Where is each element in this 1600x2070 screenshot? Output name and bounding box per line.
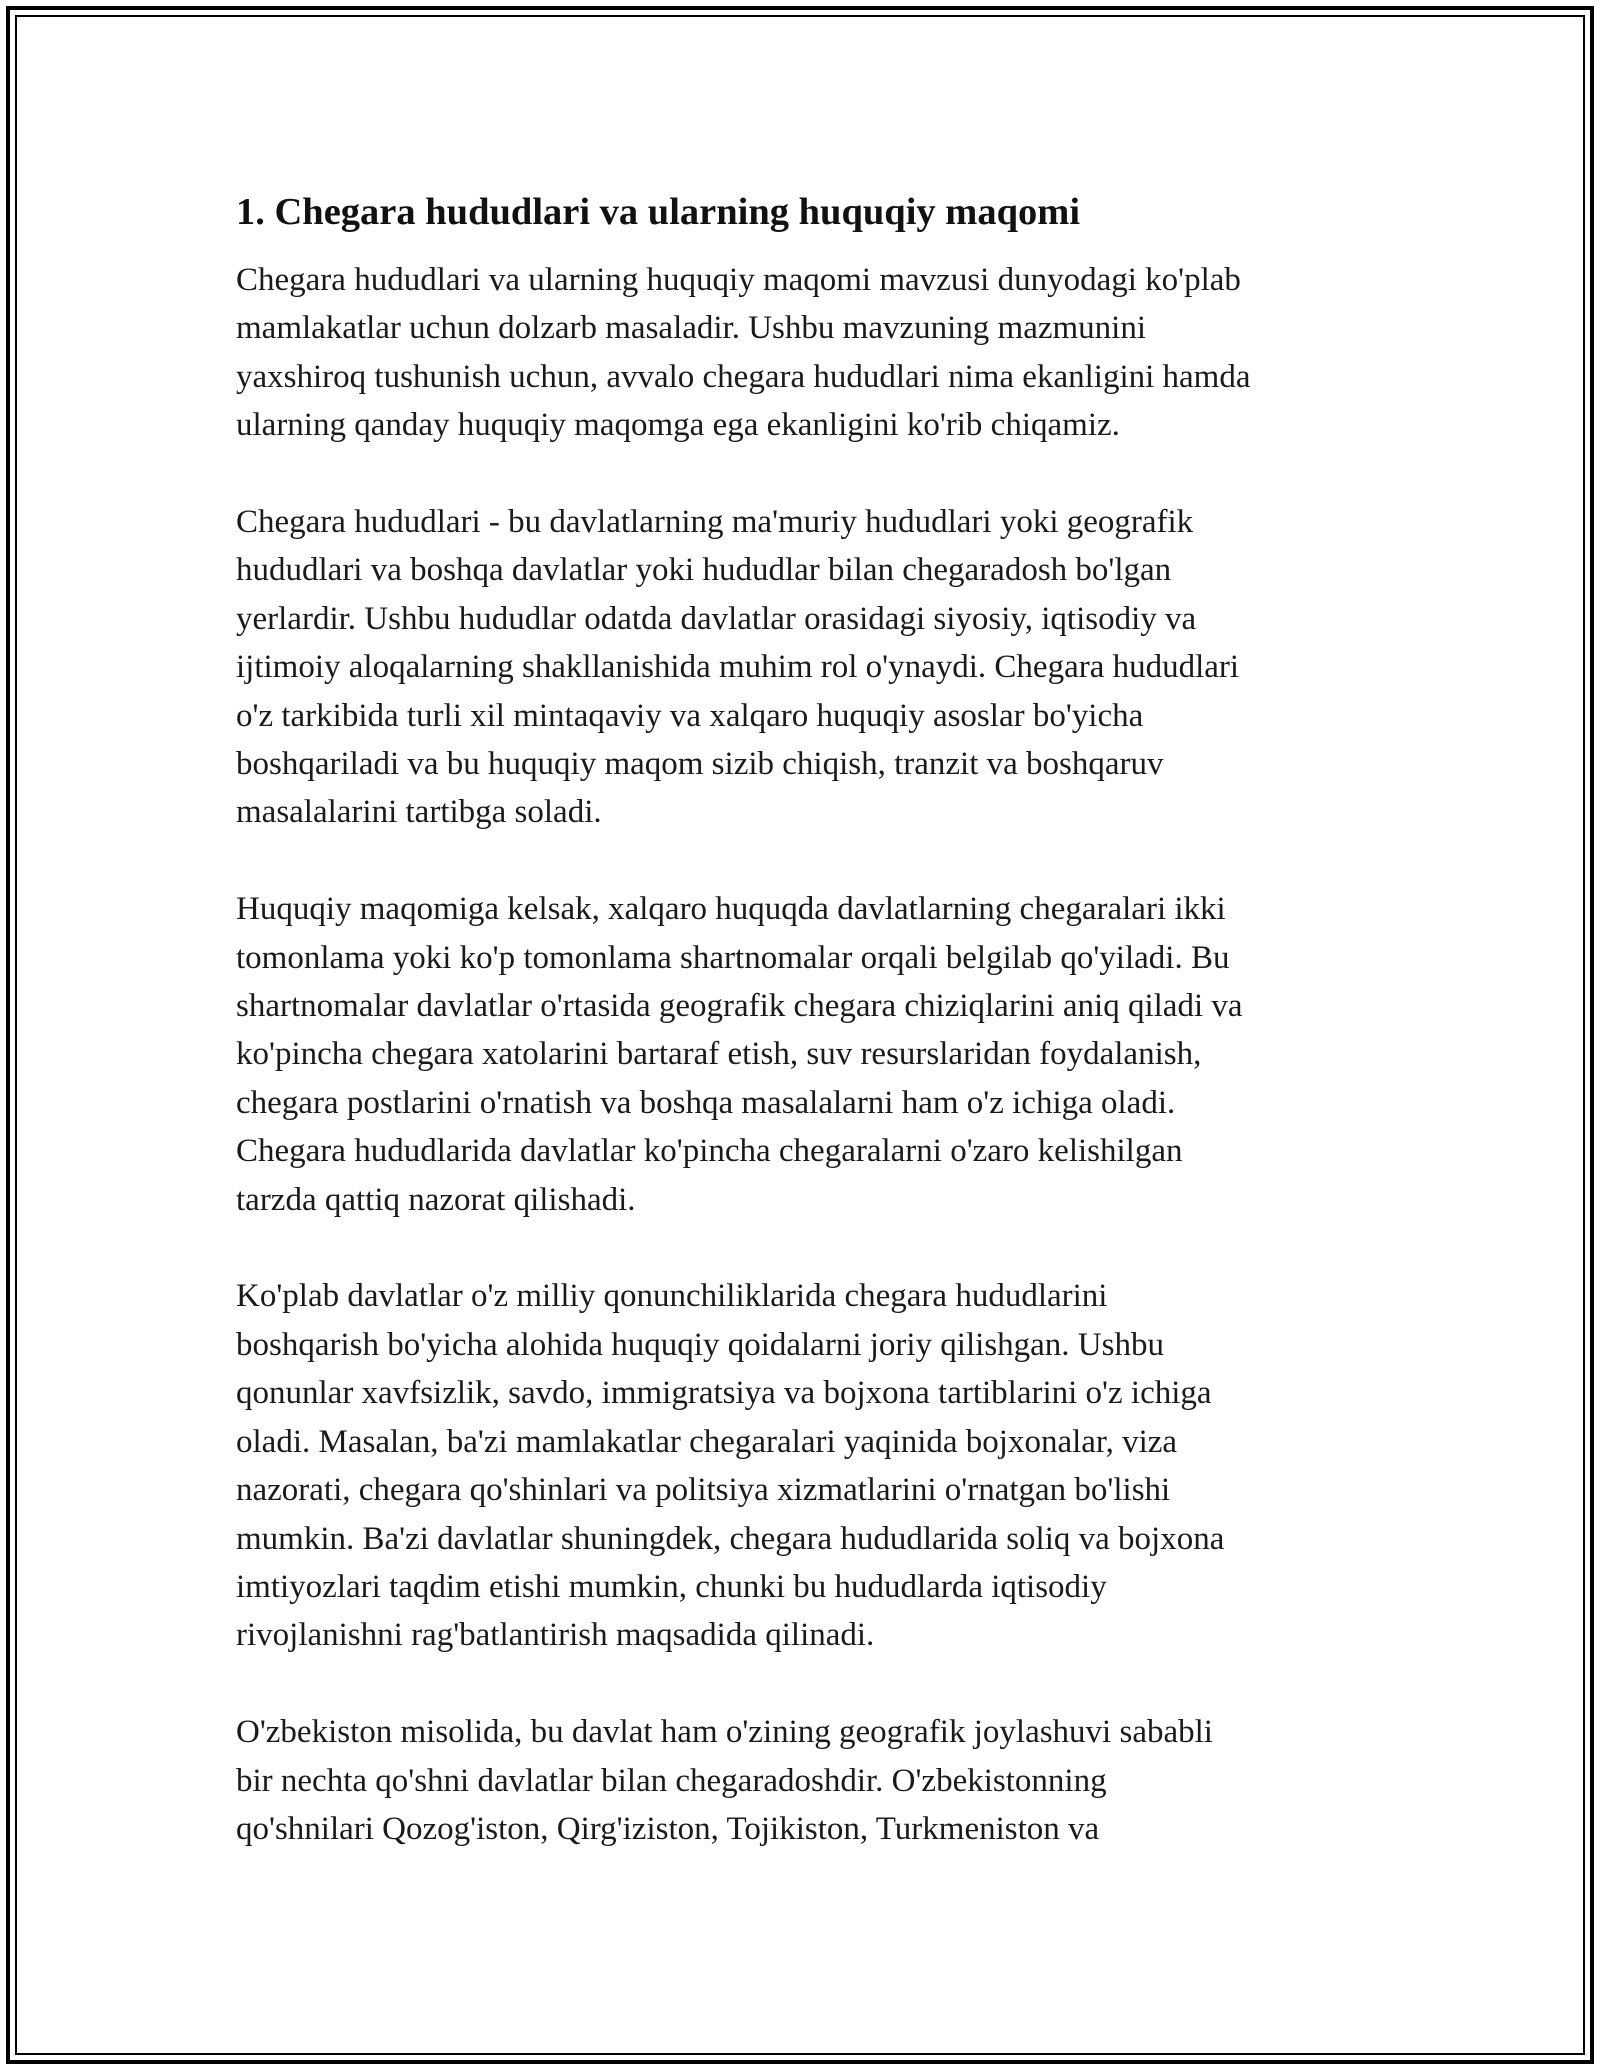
text-line: O'zbekiston misolida, bu davlat ham o'zining geografik joylashuvi sababli (236, 1714, 1213, 1751)
text-line: Chegara hududlari va ularning huquqiy maqomi mavzusi dunyodagi ko'plab (236, 262, 1241, 298)
paragraph-national-law (236, 1272, 1376, 1659)
text-line: yaxshiroq tushunish uchun, avvalo chegara hududlari nima ekanligini hamda (236, 358, 1251, 395)
text-line: Chegara hududlari - bu davlatlarning ma'muriy hududlari yoki geografik (236, 504, 1194, 541)
text-line: mumkin. Ba'zi davlatlar shuningdek, chegara hududlarida soliq va bojxona (236, 1520, 1225, 1557)
text-line: Chegara hududlarida davlatlar ko'pincha chegaralarni o'zaro kelishilgan (236, 1133, 1183, 1170)
text-line: mamlakatlar uchun dolzarb masaladir. Ushbu mavzuning mazmunini (236, 310, 1146, 347)
text-line: ularning qanday huquqiy maqomga ega ekanligini ko'rib chiqamiz. (236, 407, 1120, 444)
paragraph-legal-status (236, 885, 1376, 1224)
text-line: hududlari va boshqa davlatlar yoki hududlar bilan chegaradosh bo'lgan (236, 552, 1172, 589)
text-line: ko'pincha chegara xatolarini bartaraf etish, suv resurslaridan foydalanish, (236, 1036, 1202, 1073)
text-line: nazorati, chegara qo'shinlari va politsiya xizmatlarini o'rnatgan bo'lishi (236, 1472, 1171, 1509)
paragraph-definition (236, 498, 1376, 837)
text-line: boshqariladi va bu huquqiy maqom sizib chiqish, tranzit va boshqaruv (236, 746, 1164, 783)
text-line: qonunlar xavfsizlik, savdo, immigratsiya va bojxona tartiblarini o'z ichiga (236, 1375, 1212, 1412)
text-line: Huquqiy maqomiga kelsak, xalqaro huquqda davlatlarning chegaralari ikki (236, 891, 1226, 928)
text-line: masalalarini tartibga soladi. (236, 794, 602, 831)
paragraph-uzbekistan (236, 1708, 1376, 1853)
text-line: imtiyozlari taqdim etishi mumkin, chunki bu hududlarda iqtisodiy (236, 1568, 1107, 1605)
text-line: bir nechta qo'shni davlatlar bilan chegaradoshdir. O'zbekistonning (236, 1762, 1107, 1799)
text-line: Ko'plab davlatlar o'z milliy qonunchiliklarida chegara hududlarini (236, 1278, 1108, 1315)
section-heading: 1. Chegara hududlari va ularning huquqiy maqomi (236, 191, 1081, 233)
text-line: boshqarish bo'yicha alohida huquqiy qoidalarni joriy qilishgan. Ushbu (236, 1326, 1164, 1363)
text-line: oladi. Masalan, ba'zi mamlakatlar chegaralari yaqinida bojxonalar, viza (236, 1423, 1178, 1460)
text-line: tarzda qattiq nazorat qilishadi. (236, 1181, 636, 1218)
text-line: rivojlanishni rag'batlantirish maqsadida qilinadi. (236, 1617, 875, 1654)
document-body (236, 186, 1376, 1902)
text-line: o'z tarkibida turli xil mintaqaviy va xalqaro huquqiy asoslar bo'yicha (236, 697, 1144, 734)
text-line: qo'shnilari Qozog'iston, Qirg'iziston, Tojikiston, Turkmeniston va (236, 1810, 1100, 1847)
text-line: shartnomalar davlatlar o'rtasida geografik chegara chiziqlarini aniq qiladi va (236, 988, 1243, 1025)
text-line: ijtimoiy aloqalarning shakllanishida muhim rol o'ynaydi. Chegara hududlari (236, 649, 1240, 686)
paragraph-intro (236, 256, 1376, 450)
text-line: yerlardir. Ushbu hududlar odatda davlatlar orasidagi siyosiy, iqtisodiy va (236, 600, 1197, 637)
text-line: chegara postlarini o'rnatish va boshqa masalalarni ham o'z ichiga oladi. (236, 1084, 1176, 1121)
text-line: tomonlama yoki ko'p tomonlama shartnomalar orqali belgilab qo'yiladi. Bu (236, 939, 1230, 976)
